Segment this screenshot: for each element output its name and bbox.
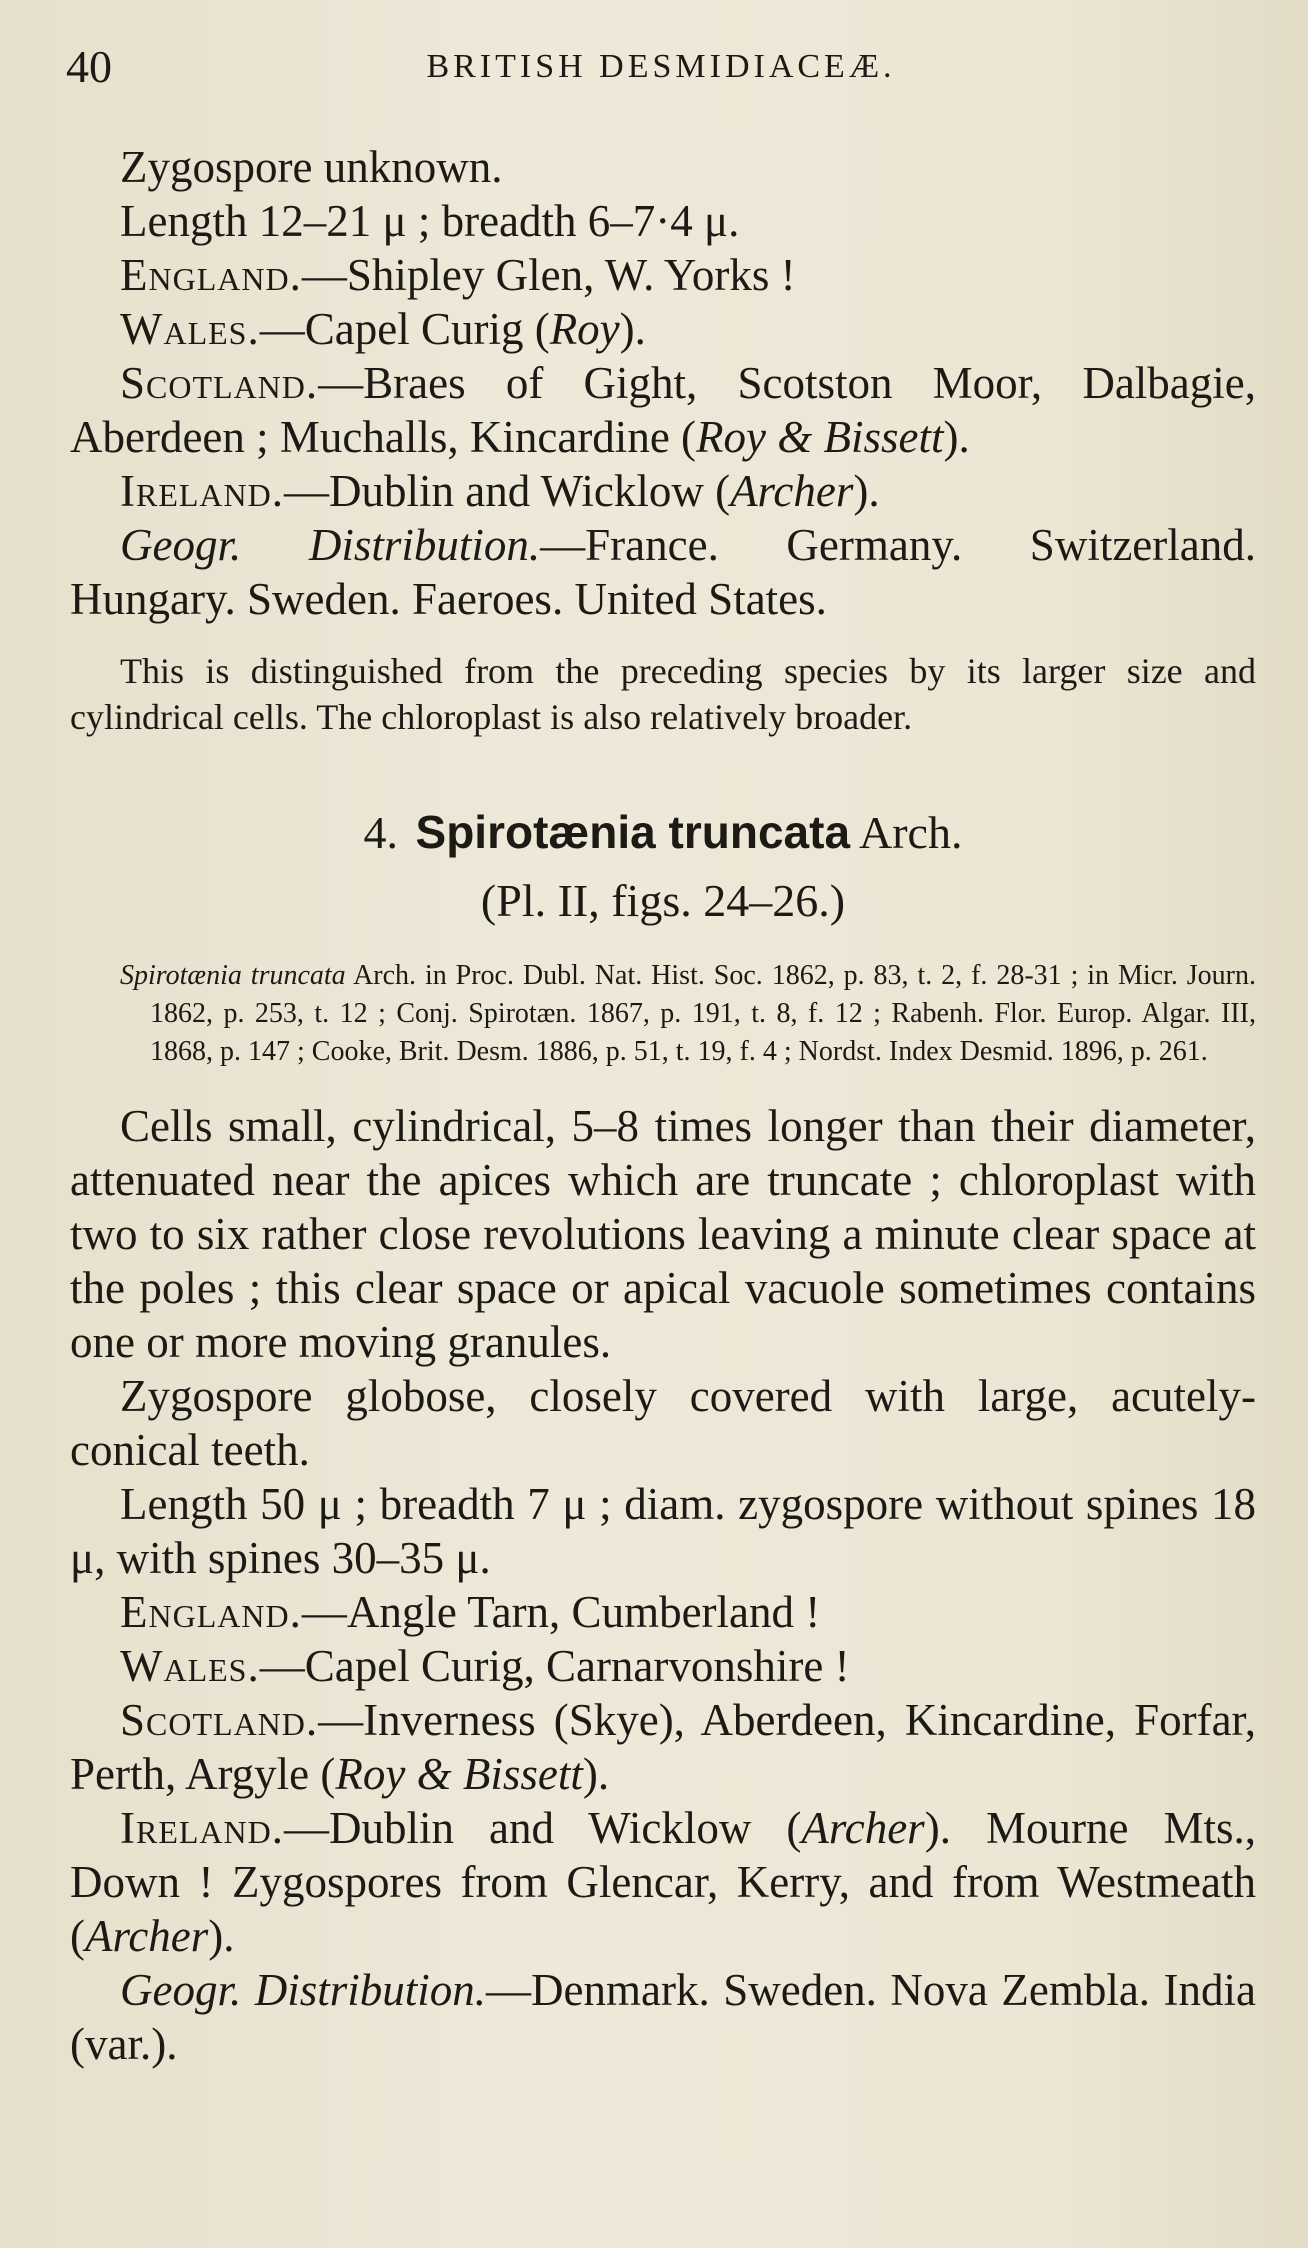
locality-text: —Capel Curig ( xyxy=(259,304,550,354)
locality-end: ). xyxy=(208,1911,235,1961)
locality-end: ). xyxy=(943,412,970,462)
country-label: Scotland. xyxy=(120,358,319,408)
species-author: Arch. xyxy=(859,807,963,858)
prev-dimensions: Length 12–21 μ ; breadth 6–7·4 μ. xyxy=(120,196,740,246)
prev-wales xyxy=(70,302,1256,356)
prev-note: This is distinguished from the preceding species by its larger size and cylindrical cells. The chloroplast is also relatively broader. xyxy=(70,651,1256,737)
page-number: 40 xyxy=(66,41,112,92)
locality-text: —Inverness (Skye), Aberdeen, Kincardine, Forfar, Perth, Argyle ( xyxy=(70,1695,1256,1799)
prev-scotland xyxy=(70,356,1256,464)
locality-text: —Shipley Glen, W. Yorks ! xyxy=(301,250,796,300)
locality-text: —Angle Tarn, Cumberland ! xyxy=(301,1587,821,1637)
synonymy-name: Spirotænia truncata xyxy=(120,960,346,991)
geogr-label: Geogr. Distribution. xyxy=(120,1965,487,2015)
species-ireland xyxy=(70,1801,1256,1963)
species-wales xyxy=(70,1639,1256,1693)
species-zygospore: Zygospore globose, closely covered with large, acutely-conical teeth. xyxy=(70,1371,1256,1475)
synonymy-text: Arch. in Proc. Dubl. Nat. Hist. Soc. 1862, p. 83, t. 2, f. 28-31 ; in Micr. Journ. 1862, p. 253, t. 12 ; Conj. Spirotæn. 1867, p. 191, t. 8, f. 12 ; Rabenh. Flor. Europ. Algar. III, 1868, p. 147 ; Cooke, Brit. Desm. 1886, p. 51, t. 19, f. 4 ; Nordst. Index Desmid. 1896, p. 261. xyxy=(150,960,1256,1067)
prev-geogr-distribution xyxy=(70,518,1256,626)
locality-text: —Dublin and Wicklow ( xyxy=(284,1803,802,1853)
authority: Roy & Bissett xyxy=(335,1749,583,1799)
prev-england xyxy=(70,248,1256,302)
country-label: Wales. xyxy=(120,304,260,354)
country-label: Wales. xyxy=(120,1641,260,1691)
species-geogr-distribution xyxy=(70,1963,1256,2071)
running-head: BRITISH DESMIDIACEÆ. xyxy=(426,48,896,85)
authority: Archer xyxy=(85,1911,209,1961)
species-scotland xyxy=(70,1693,1256,1801)
locality-end: ). xyxy=(853,466,880,516)
species-dimensions: Length 50 μ ; breadth 7 μ ; diam. zygospore without spines 18 μ, with spines 30–35 μ. xyxy=(70,1479,1256,1583)
authority: Archer xyxy=(801,1803,925,1853)
locality-end: ). xyxy=(582,1749,610,1799)
species-england xyxy=(70,1585,1256,1639)
prev-ireland xyxy=(70,464,1256,518)
geogr-text: —France. Germany. Switzerland. Hungary. Sweden. Faeroes. United States. xyxy=(70,520,1256,624)
locality-text: —Capel Curig, Carnarvonshire ! xyxy=(259,1641,850,1691)
country-label: Ireland. xyxy=(120,466,285,516)
geogr-label: Geogr. Distribution. xyxy=(120,520,541,570)
plate-reference: (Pl. II, figs. 24–26.) xyxy=(480,875,846,926)
page-header xyxy=(66,30,1256,90)
country-label: England. xyxy=(120,1587,302,1637)
species-number: 4. xyxy=(363,807,399,858)
species-heading xyxy=(70,804,1256,861)
locality-mid: ). Mourne Mts., Down ! Zygospores from Glencar, Kerry, and from Westmeath ( xyxy=(70,1803,1256,1961)
geogr-text: —Denmark. Sweden. Nova Zembla. India (var.). xyxy=(70,1965,1257,2069)
prev-zygospore: Zygospore unknown. xyxy=(120,142,503,192)
authority: Roy & Bissett xyxy=(696,412,944,462)
species-name: Spirotænia truncata xyxy=(415,806,851,858)
country-label: Scotland. xyxy=(120,1695,319,1745)
country-label: Ireland. xyxy=(120,1803,285,1853)
country-label: England. xyxy=(120,250,302,300)
locality-text: —Braes of Gight, Scotston Moor, Dalbagie, Aberdeen ; Muchalls, Kincardine ( xyxy=(70,358,1256,462)
species-description: Cells small, cylindrical, 5–8 times longer than their diameter, attenuated near the apices which are truncate ; chloroplast with two to six rather close revolutions leaving a minute clear space at the poles ; this clear space or apical vacuole sometimes contains one or more moving granules. xyxy=(70,1101,1256,1367)
page-body xyxy=(70,140,1256,2071)
authority: Archer xyxy=(730,466,854,516)
authority: Roy xyxy=(549,304,620,354)
locality-text: —Dublin and Wicklow ( xyxy=(284,466,731,516)
locality-end: ). xyxy=(619,304,646,354)
synonymy xyxy=(80,957,1256,1071)
